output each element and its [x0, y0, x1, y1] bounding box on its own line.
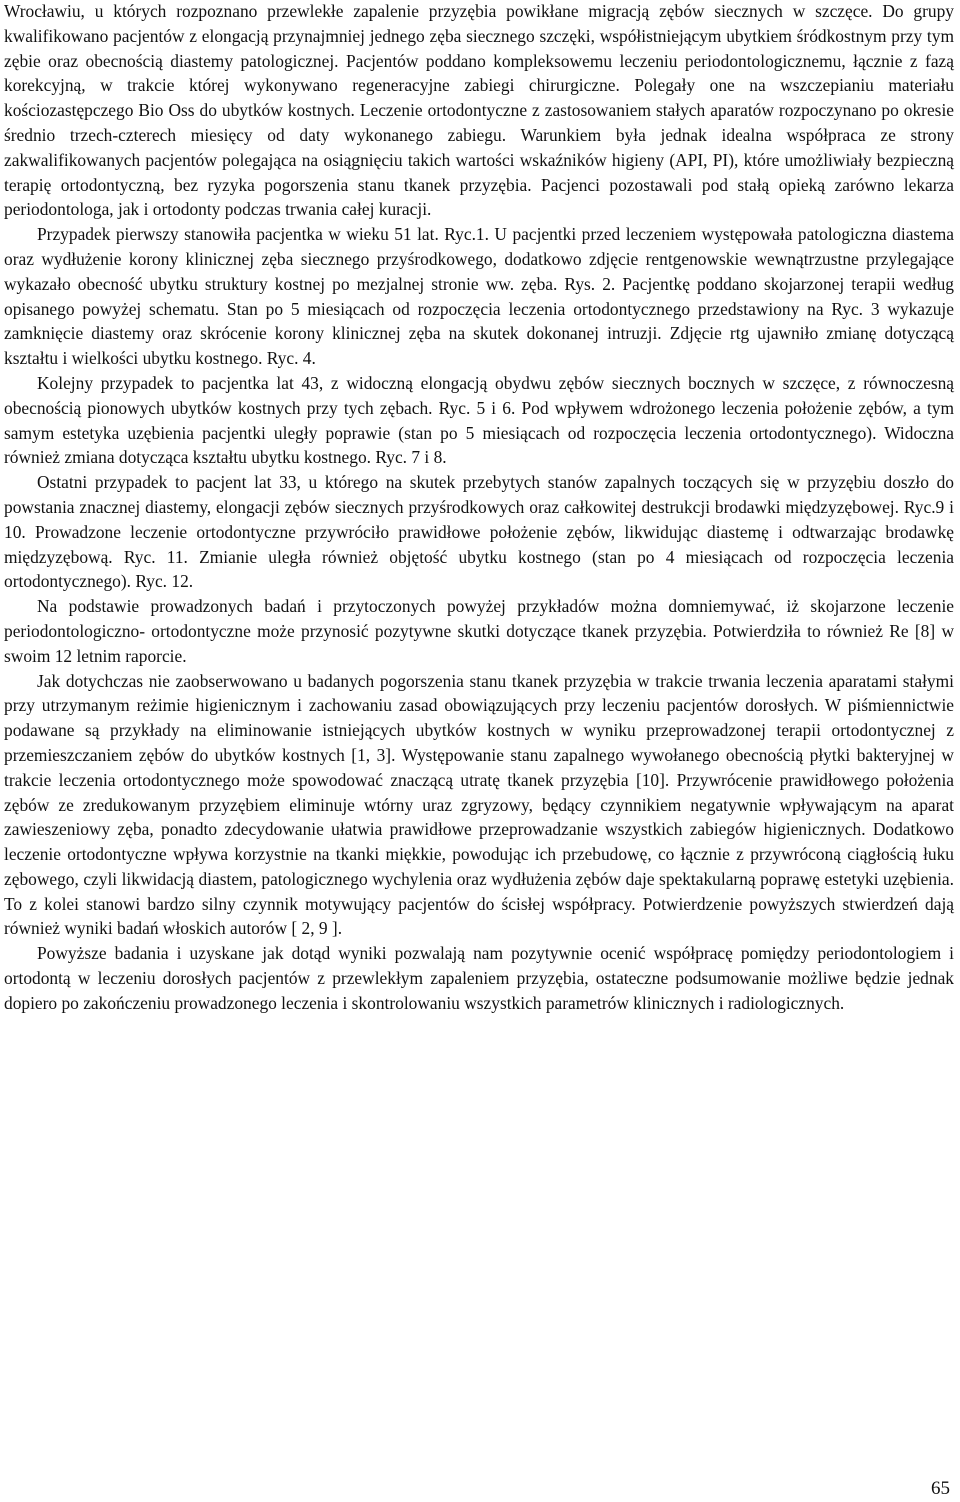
paragraph-discussion: Jak dotychczas nie zaobserwowano u badanych pogorszenia stanu tkanek przyzębia w trakcie trwania leczenia aparatami stałymi przy utrzymanym reżimie higienicznym i zachowaniu zasad obowiązujących przy leczeniu pacjentów dorosłych. W piśmiennictwie podawane są przykłady na eliminowanie istniejących ubytków kostnych w wyniku przeprowadzonej terapii ortodontycznej z przemieszczaniem zębów do ubytków kostnych [1, 3]. Występowanie stanu zapalnego wywołanego obecnością płytki bakteryjnej w trakcie leczenia ortodontycznego może spowodować znaczącą utratę tkanek przyzębia [10]. Przywrócenie prawidłowego położenia zębów ze zredukowanym przyzębiem eliminuje wtórny uraz zgryzowy, będący czynnikiem negatywnie wpływającym na aparat zawieszeniowy zęba, ponadto zdecydowanie ułatwia prawidłowe przeprowadzanie wszystkich zabiegów higienicznych. Dodatkowo leczenie ortodontyczne wpływa korzystnie na tkanki miękkie, powodując ich przebudowę, co łącznie z przywróconą ciągłością łuku zębowego, czyli likwidacją diastem, patologicznego wychylenia oraz wydłużenia zębów daje spektakularną poprawę estetyki uzębienia. To z kolei stanowi bardzo silny czynnik motywujący pacjentów do ścisłej współpracy. Potwierdzenie powyższych stwierdzeń dają również wyniki badań włoskich autorów [ 2, 9 ]. [4, 670, 954, 939]
document-page [4, 0, 954, 1502]
paragraph-conclusion-intro: Na podstawie prowadzonych badań i przytoczonych powyżej przykładów można domniemywać, iż skojarzone leczenie periodontologiczno- ortodontyczne może przynosić pozytywne skutki dotyczące tkanek przyzębia. Potwierdziła to również Re [8] w swoim 12 letnim raporcie. [4, 596, 954, 666]
page-number: 65 [931, 1478, 950, 1499]
paragraph-case-one: Przypadek pierwszy stanowiła pacjentka w wieku 51 lat. Ryc.1. U pacjentki przed leczeniem występowała patologiczna diastema oraz wydłużenie korony klinicznej zęba siecznego przyśrodkowego, dodatkowo zdjęcie rentgenowskie wewnątrzustne przylegające wykazało obecność ubytku struktury kostnej po mezjalnej stronie ww. zęba. Rys. 2. Pacjentkę poddano skojarzonej terapii według opisanego powyżej schematu. Stan po 5 miesiącach od rozpoczęcia leczenia ortodontycznego przedstawiony na Ryc. 3 wykazuje zamknięcie diastemy oraz skrócenie korony klinicznej zęba na skutek dokonanej intruzji. Zdjęcie rtg ujawniło zmianę dotyczącą kształtu i wielkości ubytku kostnego. Ryc. 4. [4, 224, 954, 369]
body-text [4, 0, 954, 1016]
paragraph-summary: Powyższe badania i uzyskane jak dotąd wyniki pozwalają nam pozytywnie ocenić współpracę pomiędzy periodontologiem i ortodontą w leczeniu dorosłych pacjentów z przewlekłym zapaleniem przyzębia, ostateczne podsumowanie możliwe będzie jednak dopiero po zakończeniu prowadzonego leczenia i skontrolowaniu wszystkich parametrów klinicznych i radiologicznych. [4, 943, 954, 1013]
paragraph-case-two: Kolejny przypadek to pacjentka lat 43, z widoczną elongacją obydwu zębów siecznych bocznych w szczęce, z równoczesną obecnością pionowych ubytków kostnych przy tych zębach. Ryc. 5 i 6. Pod wpływem wdrożonego leczenia położenie zębów, a tym samym estetyka uzębienia pacjentki uległy poprawie (stan po 5 miesiącach od rozpoczęcia leczenia ortodontycznego). Widoczna również zmiana dotycząca kształtu ubytku kostnego. Ryc. 7 i 8. [4, 372, 954, 468]
paragraph-continued-methods: Wrocławiu, u których rozpoznano przewlekłe zapalenie przyzębia powikłane migracją zębów siecznych w szczęce. Do grupy kwalifikowano pacjentów z elongacją przynajmniej jednego zęba siecznego szczęki, współistniejącym ubytkiem śródkostnym przy tym zębie oraz obecnością diastemy patologicznej. Pacjentów poddano kompleksowemu leczeniu periodontologicznemu, łącznie z fazą korekcyjną, w trakcie której wykonywano regeneracyjne zabiegi chirurgiczne. Polegały one na wszczepianiu materiału kościozastępczego Bio Oss do ubytków kostnych. Leczenie ortodontyczne z zastosowaniem stałych aparatów rozpoczynano po okresie średnio trzech-czterech miesięcy od daty wykonanego zabiegu. Warunkiem była jednak idealna współpraca ze strony zakwalifikowanych pacjentów polegająca na osiągnięciu takich wartości wskaźników higieny (API, PI), które umożliwiały bezpieczną terapię ortodontyczną, bez ryzyka pogorszenia stanu tkanek przyzębia. Pacjenci pozostawali pod stałą opieką zarówno lekarza periodontologa, jak i ortodonty podczas trwania całej kuracji. [4, 1, 954, 220]
paragraph-case-three: Ostatni przypadek to pacjent lat 33, u którego na skutek przebytych stanów zapalnych toczących się w przyzębiu doszło do powstania znacznej diastemy, elongacji zębów siecznych przyśrodkowych oraz całkowitej destrukcji brodawki międzyzębowej. Ryc.9 i 10. Prowadzone leczenie ortodontyczne przywróciło prawidłowe położenie zębów, likwidując diastemę i odtwarzając brodawkę międzyzębową. Ryc. 11. Zmianie uległa również objętość ubytku kostnego (stan po 4 miesiącach od rozpoczęcia leczenia ortodontycznego). Ryc. 12. [4, 472, 954, 592]
